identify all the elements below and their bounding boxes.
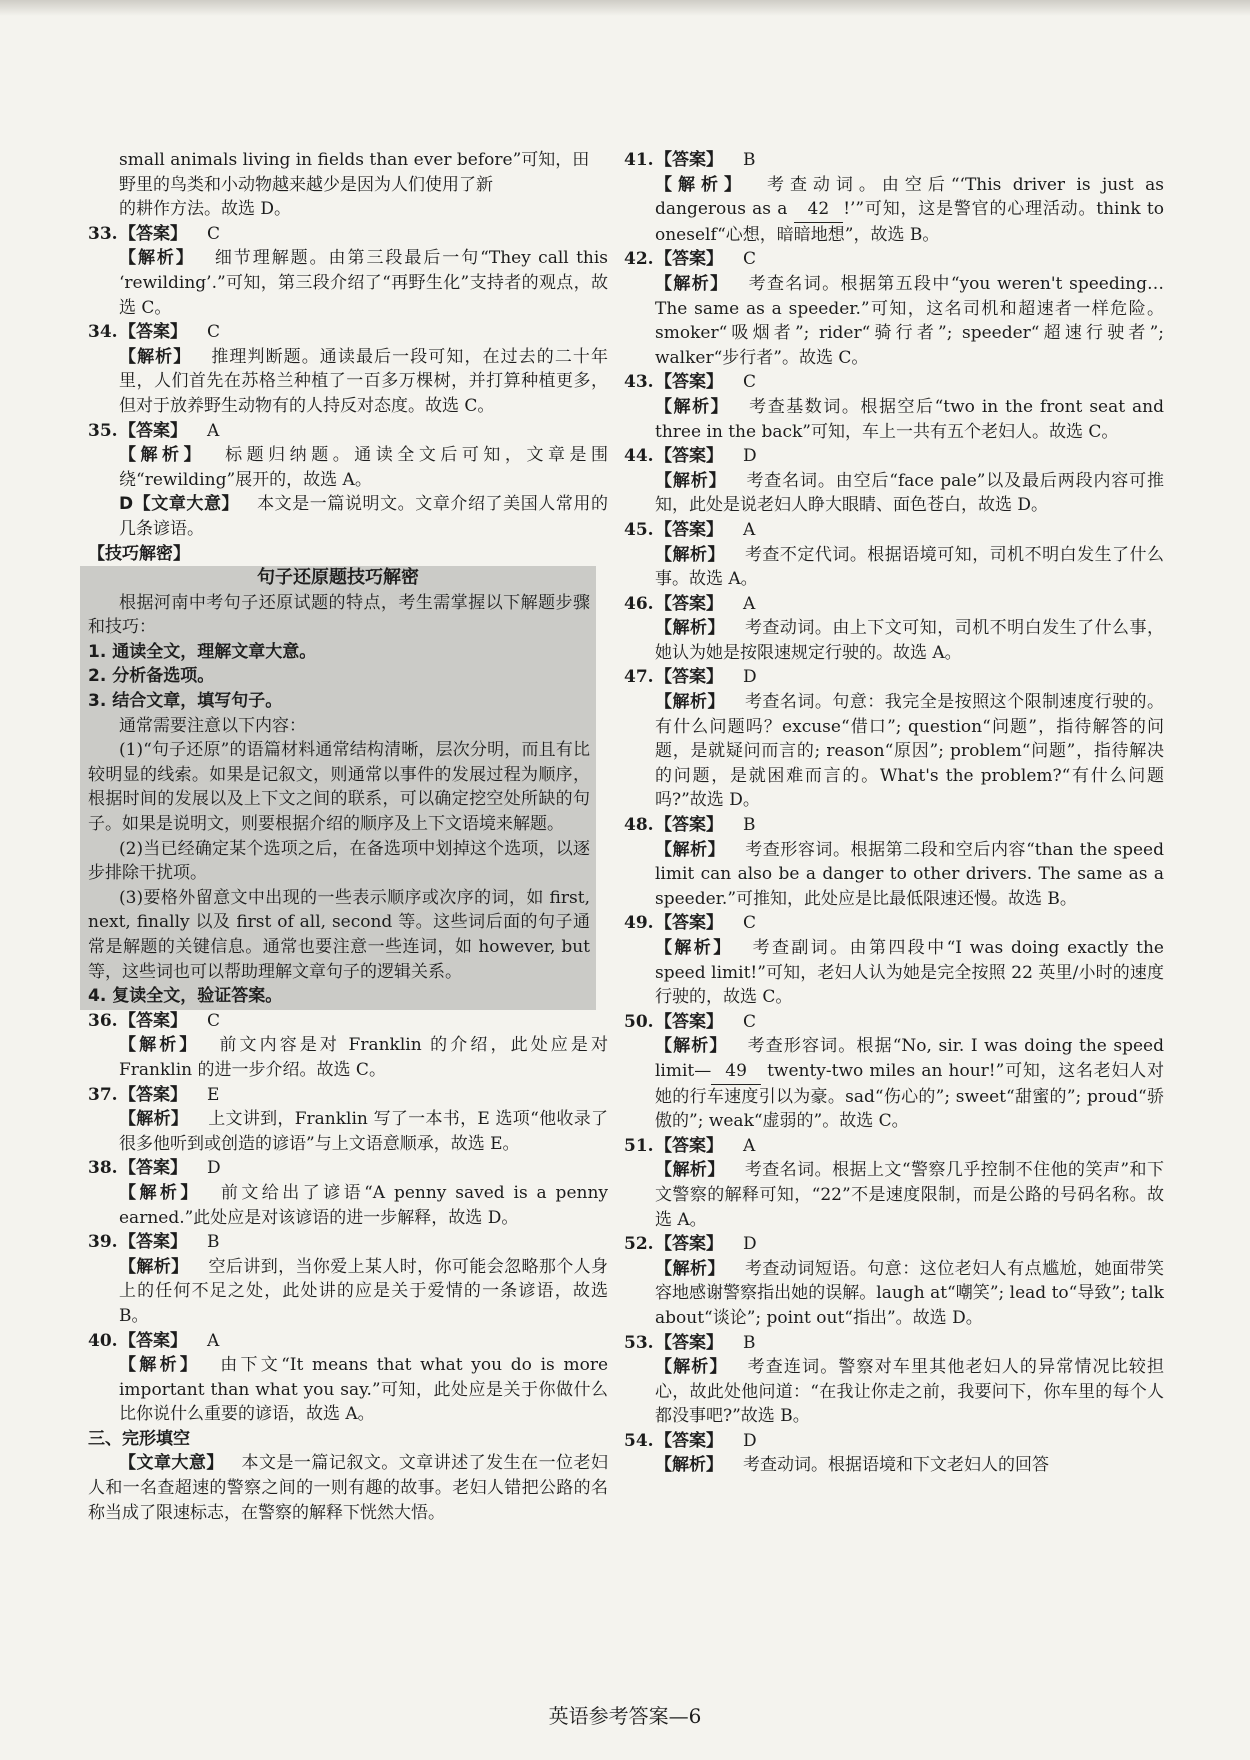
analysis-label: 【解析】 <box>655 1036 728 1057</box>
skills-point: (1)“句子还原”的语篇材料通常结构清晰，层次分明，而且有比较明显的线索。如果是记叙文，则通常以事件的发展过程为顺序，根据时间的发展以及上下文之间的联系，可以确定挖空处所缺的句子。如果是说明文，则要根据介绍的顺序及上下文语境来解题。 <box>88 740 590 835</box>
question-number: 47. <box>624 667 654 688</box>
answer-value: D <box>743 446 757 467</box>
analysis-label: 【解析】 <box>655 1455 723 1476</box>
analysis-label: 【解析】 <box>655 174 747 195</box>
d-summary <box>88 492 608 541</box>
question-number: 34. <box>88 322 118 343</box>
question-number: 54. <box>624 1430 654 1451</box>
question-number: 44. <box>624 446 654 467</box>
summary-text: 本文是一篇记叙文。文章讲述了发生在一位老妇人和一名查超速的警察之间的一则有趣的故事。老妇人错把公路的名称当成了限速标志，在警察的解释下恍然大悟。 <box>88 1453 609 1523</box>
answer-value: C <box>743 372 757 393</box>
skills-heading: 【技巧解密】 <box>88 543 190 564</box>
analysis-label: 【解析】 <box>119 1182 201 1203</box>
answer-value: D <box>743 667 757 688</box>
analysis-text: 考查动词短语。句意：这位老妇人有点尴尬，她面带笑容地感谢警察指出她的误解。laugh at“嘲笑”; lead to“导致”; talk about“谈论”; point out“指出”。故选 D。 <box>655 1258 1165 1328</box>
analysis-label: 【解析】 <box>119 1355 201 1376</box>
analysis-text: 细节理解题。由第三段最后一句“They call this ‘rewilding’.”可知，第三段介绍了“再野生化”支持者的观点，故选 C。 <box>119 248 609 318</box>
answer-52 <box>624 1232 1164 1330</box>
answer-34 <box>88 320 608 418</box>
analysis-text: 考查动词。由空后“‘This driver is just as dangerous as a <box>655 174 1164 220</box>
answer-label: 【答案】 <box>655 1011 723 1032</box>
analysis-text: !’”可知，这是警官的心理活动。think to oneself“心想，暗暗地想”，故选 B。 <box>655 199 1164 245</box>
analysis-text: 考查形容词。根据“No, sir. I was doing the speed limit— <box>655 1036 1164 1081</box>
analysis-text: 前文内容是对 Franklin 的介绍，此处应是对 Franklin 的进一步介绍。故选 C。 <box>119 1035 609 1080</box>
analysis-text: 上文讲到，Franklin 写了一本书，E 选项“他收录了很多他听到或创造的谚语”与上文语意顺承，故选 E。 <box>119 1109 608 1154</box>
question-number: 40. <box>88 1330 118 1351</box>
blank-number: 49 <box>711 1059 761 1085</box>
question-number: 35. <box>88 420 118 441</box>
analysis-label: 【解析】 <box>655 938 733 958</box>
page-footer: 英语参考答案—6 <box>548 1704 702 1728</box>
analysis-label: 【解析】 <box>119 445 206 466</box>
skills-box <box>80 542 596 1009</box>
question-number: 50. <box>624 1011 654 1032</box>
analysis-label: 【解析】 <box>655 470 727 491</box>
question-number: 48. <box>624 815 654 836</box>
answer-label: 【答案】 <box>655 667 723 688</box>
answer-label: 【答案】 <box>655 446 723 467</box>
question-number: 52. <box>624 1234 654 1255</box>
answer-40 <box>88 1329 608 1427</box>
skills-intro: 根据河南中考句子还原试题的特点，考生需掌握以下解题步骤和技巧： <box>88 592 590 638</box>
question-number: 45. <box>624 519 654 540</box>
answer-label: 【答案】 <box>119 1084 187 1105</box>
answer-value: D <box>207 1158 221 1179</box>
analysis-text: 由下文“It means that what you do is more important than what you say.”可知，此处应是关于你做什么比你说什么重要的谚语，故选 A。 <box>119 1355 609 1425</box>
answer-label: 【答案】 <box>119 420 187 441</box>
answer-38 <box>88 1156 608 1230</box>
analysis-text: 考查基数词。根据空后“two in the front seat and three in the back”可知，车上一共有五个老妇人。故选 C。 <box>655 396 1164 442</box>
skills-step: 4. 复读全文，验证答案。 <box>88 986 283 1007</box>
answer-label: 【答案】 <box>119 1010 187 1031</box>
analysis-label: 【解析】 <box>655 618 725 639</box>
analysis-label: 【解析】 <box>119 346 192 367</box>
question-number: 46. <box>624 593 654 614</box>
analysis-text: 推理判断题。通读最后一段可知，在过去的二十年里，人们首先在苏格兰种植了一百多万棵树，并打算种植更多，但对于放养野生动物有的人持反对态度。故选 C。 <box>119 346 609 416</box>
page-top-shadow <box>0 0 1250 16</box>
answer-value: B <box>743 815 756 836</box>
answer-label: 【答案】 <box>119 1330 187 1351</box>
answer-label: 【答案】 <box>119 1232 187 1253</box>
question-number: 33. <box>88 223 118 244</box>
analysis-text: 考查连词。警察对车里其他老妇人的异常情况比较担心，故此处他问道：“在我让你走之前，我要问下，你车里的每个人都没事吧?”故选 B。 <box>655 1357 1165 1427</box>
answer-value: C <box>207 322 221 343</box>
answer-42 <box>624 247 1164 370</box>
answer-label: 【答案】 <box>655 249 723 270</box>
answer-label: 【答案】 <box>655 815 723 836</box>
analysis-label: 【解析】 <box>119 1035 200 1056</box>
analysis-label: 【解析】 <box>655 273 729 294</box>
analysis-label: 【解析】 <box>119 1109 189 1130</box>
answer-value: C <box>743 249 757 270</box>
skills-point: (3)要格外留意文中出现的一些表示顺序或次序的词，如 first, next, finally 以及 first of all, second 等。这些词后面的句子通常是解题的关键信息。通常也要注意一些连词，如 however, but 等，这些词也可以帮助理解文章句子的逻辑关系。 <box>88 887 590 982</box>
question-number: 41. <box>624 150 654 170</box>
answer-value: B <box>743 150 756 170</box>
skills-step: 3. 结合文章，填写句子。 <box>88 691 283 712</box>
answer-36 <box>88 1009 608 1083</box>
answer-value: C <box>207 223 221 244</box>
summary-label: D【文章大意】 <box>119 494 240 515</box>
answer-label: 【答案】 <box>655 150 723 170</box>
question-number: 37. <box>88 1084 118 1105</box>
analysis-label: 【解析】 <box>655 1357 728 1378</box>
analysis-text: twenty-two miles an hour!”可知，这名老妇人对她的行车速度引以为豪。sad“伤心的”; sweet“甜蜜的”; proud“骄傲的”; weak“虚弱的”。故选 C。 <box>655 1060 1165 1132</box>
answer-label: 【答案】 <box>655 1135 723 1156</box>
analysis-text: 考查形容词。根据第二段和空后内容“than the speed limit can also be a danger to other drivers. The same as a speeder.”可推知，此处应是比最低限速还慢。故选 B。 <box>655 839 1164 909</box>
answer-value: B <box>743 1332 756 1353</box>
analysis-label: 【解析】 <box>655 544 725 565</box>
question-number: 39. <box>88 1232 118 1253</box>
answer-label: 【答案】 <box>119 1158 187 1179</box>
answer-value: D <box>743 1430 757 1451</box>
answer-53 <box>624 1331 1164 1429</box>
answer-value: C <box>743 913 757 934</box>
answer-47 <box>624 665 1164 813</box>
answer-45 <box>624 518 1164 592</box>
question-number: 53. <box>624 1332 654 1353</box>
answer-37 <box>88 1083 608 1157</box>
question-number: 43. <box>624 372 654 393</box>
answer-50 <box>624 1010 1164 1134</box>
answer-value: D <box>743 1234 757 1255</box>
skills-note: 通常需要注意以下内容： <box>119 715 306 736</box>
answer-label: 【答案】 <box>655 1430 723 1451</box>
answer-label: 【答案】 <box>655 913 723 934</box>
analysis-label: 【解析】 <box>655 1160 725 1181</box>
skills-title: 句子还原题技巧解密 <box>257 567 419 589</box>
answer-label: 【答案】 <box>655 1234 723 1255</box>
analysis-text: 前文给出了谚语“A penny saved is a penny earned.”此处应是对该谚语的进一步解释，故选 D。 <box>119 1182 609 1228</box>
analysis-text: 空后讲到，当你爱上某人时，你可能会忽略那个人身上的任何不足之处，此处讲的应是关于爱情的一条谚语，故选 B。 <box>119 1256 609 1326</box>
analysis-text: 考查动词。根据语境和下文老妇人的回答 <box>743 1455 1049 1476</box>
skills-step: 2. 分析备选项。 <box>88 666 215 687</box>
summary-text: 本文是一篇说明文。文章介绍了美国人常用的几条谚语。 <box>119 494 608 539</box>
analysis-label: 【解析】 <box>655 1258 725 1279</box>
question-number: 42. <box>624 249 654 270</box>
analysis-text: 考查名词。由空后“face pale”以及最后两段内容可推知，此处是说老妇人睁大眼睛、面色苍白，故选 D。 <box>655 470 1165 516</box>
answer-39 <box>88 1230 608 1328</box>
answer-label: 【答案】 <box>655 1332 723 1353</box>
answer-54 <box>624 1429 1164 1478</box>
answer-41 <box>624 148 1164 247</box>
intro-line: 的耕作方法。故选 D。 <box>119 199 292 220</box>
answer-label: 【答案】 <box>655 372 723 393</box>
answer-48 <box>624 813 1164 911</box>
answer-value: A <box>743 1135 756 1156</box>
left-column <box>88 148 608 1525</box>
analysis-text: 标题归纳题。通读全文后可知，文章是围绕“rewilding”展开的，故选 A。 <box>119 445 609 490</box>
analysis-label: 【解析】 <box>119 248 195 269</box>
answer-value: E <box>207 1084 220 1105</box>
analysis-text: 考查动词。由上下文可知，司机不明白发生了什么事，她认为她是按限速规定行驶的。故选 A。 <box>655 618 1165 663</box>
answer-value: A <box>207 1330 220 1351</box>
answer-value: A <box>743 593 756 614</box>
answer-value: C <box>207 1010 221 1031</box>
skills-step: 1. 通读全文，理解文章大意。 <box>88 641 317 662</box>
analysis-text: 考查名词。根据第五段中“you weren't speeding…The same as a speeder.”可知，这名司机和超速者一样危险。smoker“吸烟者”; rider“骑行者”; speeder“超速行驶者”; walker“步行者”。故选 C。 <box>655 273 1165 368</box>
analysis-label: 【解析】 <box>655 692 725 713</box>
blank-number: 42 <box>794 197 844 223</box>
answer-35 <box>88 419 608 493</box>
answer-value: A <box>743 519 756 540</box>
question-number: 49. <box>624 913 654 934</box>
answer-33 <box>88 222 608 320</box>
analysis-label: 【解析】 <box>655 396 730 417</box>
answer-value: B <box>207 1232 220 1253</box>
answer-49 <box>624 911 1164 1009</box>
answer-value: A <box>207 420 220 441</box>
answer-44 <box>624 444 1164 518</box>
answer-label: 【答案】 <box>655 593 723 614</box>
answer-label: 【答案】 <box>655 519 723 540</box>
analysis-text: 考查副词。由第四段中“I was doing exactly the speed limit!”可知，老妇人认为她是完全按照 22 英里/小时的速度行驶的，故选 C。 <box>655 938 1164 1008</box>
answer-43 <box>624 370 1164 444</box>
analysis-text: 考查不定代词。根据语境可知，司机不明白发生了什么事。故选 A。 <box>655 544 1165 590</box>
section-summary <box>88 1451 608 1525</box>
question-number: 36. <box>88 1010 118 1031</box>
analysis-label: 【解析】 <box>119 1256 189 1277</box>
analysis-label: 【解析】 <box>655 839 726 860</box>
question-number: 51. <box>624 1135 654 1156</box>
right-column <box>624 148 1164 1478</box>
answer-label: 【答案】 <box>119 223 187 244</box>
question-number: 38. <box>88 1158 118 1179</box>
summary-label: 【文章大意】 <box>119 1453 224 1474</box>
answer-46 <box>624 592 1164 666</box>
section-title: 三、完形填空 <box>88 1428 190 1449</box>
intro-line: 野里的鸟类和小动物越来越少是因为人们使用了新 <box>119 174 493 195</box>
skills-point: (2)当已经确定某个选项之后，在备选项中划掉这个选项，以逐步排除干扰项。 <box>88 838 590 884</box>
answer-51 <box>624 1134 1164 1232</box>
analysis-text: 考查名词。句意：我完全是按照这个限制速度行驶的。有什么问题吗？excuse“借口”; question“问题”，指待解答的问题，是就疑问而言的; reason“原因”; problem“问题”，指待解决的问题，是就困难而言的。What's the problem?“有什么问题吗?”故选 D。 <box>655 692 1165 811</box>
answer-label: 【答案】 <box>119 322 187 343</box>
analysis-text: 考查名词。根据上文“警察几乎控制不住他的笑声”和下文警察的解释可知，“22”不是速度限制，而是公路的号码名称。故选 A。 <box>655 1160 1165 1230</box>
answer-value: C <box>743 1011 757 1032</box>
intro-line: small animals living in fields than ever before”可知，田 <box>119 150 590 170</box>
